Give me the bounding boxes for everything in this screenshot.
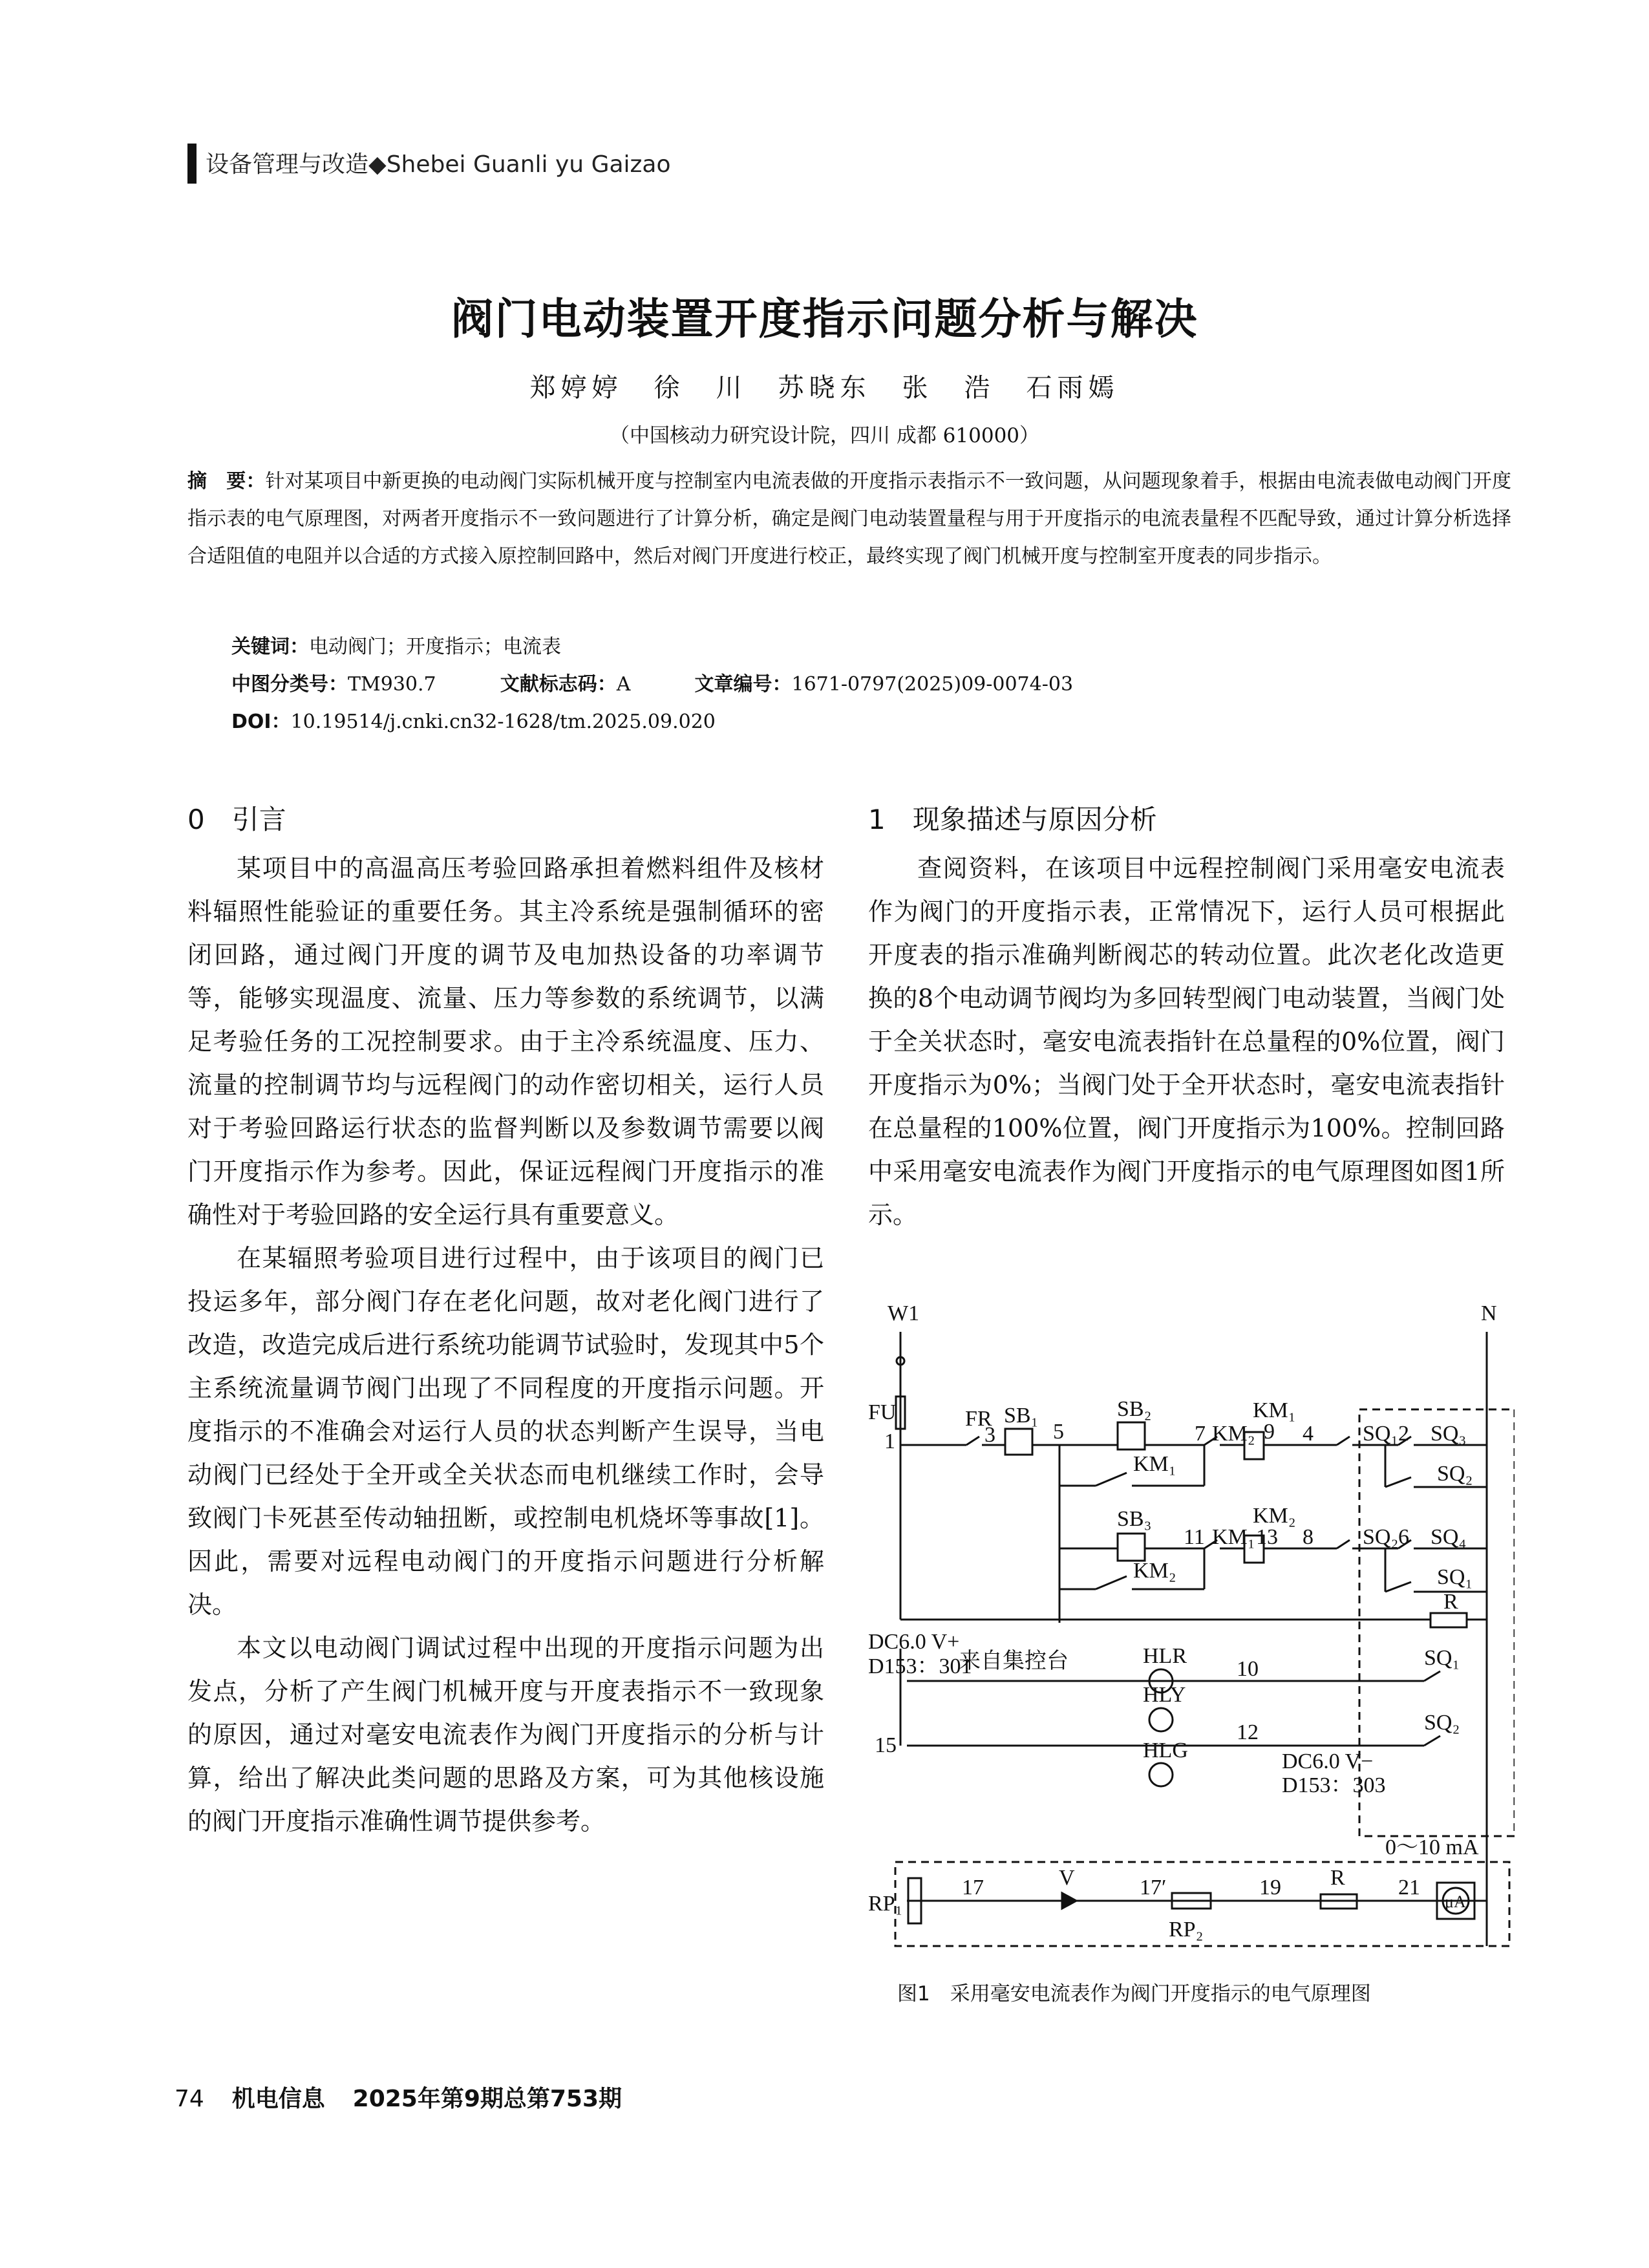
label-km1-holding: KM₁ [1133, 1452, 1176, 1476]
authors: 郑婷婷 徐 川 苏晓东 张 浩 石雨嫣 [529, 373, 1120, 403]
label-fr: FR [965, 1407, 992, 1431]
journal-issue: 2025年第9期总第753期 [352, 2086, 622, 2112]
paragraph: 某项目中的高温高压考验回路承担着燃料组件及核材料辐照性能验证的重要任务。其主冷系统是强制循环的密闭回路，通过阀门开度的调节及电加热设备的功率调节等，能够实现温度、流量、压力等参数的系统调节，以满足考验任务的工况控制要求。由于主冷系统温度、压力、流量的控制调节均与远程阀门的动作密切相关，运行人员对于考验回路运行状态的监督判断以及参数调节需要以阀门开度指示作为参考。因此，保证远程阀门开度指示的准确性对于考验回路的安全运行具有重要意义。 [187, 854, 824, 1229]
label-node: 1 [884, 1429, 895, 1453]
header-separator: ◆ [368, 151, 387, 178]
label-sq2-lamp: SQ₂ [1424, 1711, 1460, 1735]
sq1-contact [1337, 1437, 1350, 1445]
label-sq4: SQ₄ [1431, 1525, 1467, 1549]
label-km2-coil: KM₂ [1253, 1504, 1296, 1528]
abstract-label: 摘 要： [187, 470, 266, 493]
journal-name: 机电信息 [231, 2086, 325, 2112]
sq2-contact [1385, 1477, 1411, 1487]
doi-label: DOI： [231, 711, 291, 733]
label-km1-contact: KM₁ [1212, 1525, 1255, 1549]
label-node: 19 [1259, 1876, 1281, 1899]
section-0-body [187, 847, 824, 1843]
label-diode: V [1059, 1866, 1075, 1890]
label-fu: FU [868, 1400, 897, 1424]
label-km2: KM₂ [1212, 1422, 1255, 1446]
label-sb3: SB₃ [1117, 1507, 1152, 1531]
page-number: 74 [175, 2086, 204, 2112]
label-r2: R [1330, 1866, 1345, 1890]
keywords-text: 电动阀门；开度指示；电流表 [309, 636, 561, 658]
fr-contact [966, 1437, 979, 1445]
keywords [231, 630, 561, 659]
header-section-pinyin: Shebei Guanli yu Gaizao [386, 151, 671, 178]
label-km1: KM₁ [1253, 1398, 1296, 1422]
label-node: 8 [1303, 1525, 1314, 1549]
paragraph: 在某辐照考验项目进行过程中，由于该项目的阀门已投运多年，部分阀门存在老化问题，故对老化阀门进行了改造，改造完成后进行系统功能调节试验时，发现其中5个主系统流量调节阀门出现了不同程度的开度指示问题。开度指示的不准确会对运行人员的状态判断产生误导，当电动阀门已经处于全开或全关状态而电机继续工作时，会导致阀门卡死甚至传动轴扭断，或控制电机烧坏等事故[1]。因此，需要对远程电动阀门的开度指示问题进行分析解决。 [187, 1244, 824, 1619]
label-sq2-b: SQ₂ [1363, 1525, 1399, 1549]
label-sq3: SQ₃ [1431, 1422, 1467, 1446]
label-node: 12 [1237, 1720, 1259, 1744]
sb3-button [1118, 1534, 1145, 1561]
label-dc-minus: DC6.0 V− [1282, 1749, 1374, 1773]
section-0-heading: 0 引言 [187, 804, 286, 835]
label-node: 2 [1398, 1422, 1409, 1446]
header-section-cn: 设备管理与改造 [206, 151, 369, 178]
article-label: 文章编号： [694, 673, 792, 696]
keywords-label: 关键词： [231, 636, 309, 658]
sq2-lamp-contact [1424, 1736, 1440, 1746]
label-n: N [1481, 1301, 1497, 1325]
paper-title: 阀门电动装置开度指示问题分析与解决 [451, 294, 1198, 344]
label-node: 17 [962, 1876, 984, 1899]
header-bar [187, 144, 197, 184]
section-1-heading: 1 现象描述与原因分析 [868, 804, 1157, 835]
doi-value: 10.19514/j.cnki.cn32-1628/tm.2025.09.020 [290, 711, 716, 733]
label-d153-303: D153：303 [1282, 1773, 1386, 1797]
classification [231, 668, 1073, 696]
label-node: 3 [984, 1423, 995, 1447]
km1-holding-contact [1096, 1473, 1127, 1486]
affiliation: （中国核动力研究设计院，四川 成都 610000） [609, 424, 1040, 447]
label-node: 10 [1237, 1657, 1259, 1681]
label-rp2: RP₂ [1169, 1918, 1204, 1942]
diode-v [1062, 1893, 1076, 1909]
hly-lamp [1149, 1708, 1173, 1731]
label-sq1: SQ₁ [1363, 1422, 1399, 1446]
article-value: 1671-0797(2025)09-0074-03 [791, 673, 1074, 696]
km2-holding-contact [1096, 1576, 1127, 1589]
abstract [187, 463, 1511, 575]
label-sq1-lamp: SQ₁ [1424, 1646, 1460, 1670]
sb2-button [1118, 1422, 1145, 1450]
clc-label: 中图分类号： [231, 673, 348, 696]
sq2-contact-b [1337, 1540, 1350, 1548]
sb1-button [1005, 1429, 1032, 1455]
label-sb1: SB₁ [1004, 1404, 1039, 1428]
sq1-lamp-contact [1424, 1671, 1440, 1681]
label-sb2: SB₂ [1117, 1397, 1152, 1421]
label-rp1: RP₁ [868, 1892, 903, 1916]
running-header [206, 146, 671, 179]
figure-caption: 图1 采用毫安电流表作为阀门开度指示的电气原理图 [897, 1982, 1371, 2006]
page-footer [175, 2081, 622, 2113]
label-dc-plus: DC6.0 V+ [868, 1630, 960, 1654]
clc-value: TM930.7 [348, 673, 436, 696]
label-node: 17′ [1140, 1876, 1167, 1899]
doi [231, 705, 716, 734]
resistor-r [1431, 1613, 1467, 1627]
label-km2-holding: KM₂ [1133, 1559, 1176, 1583]
doc-value: A [616, 673, 631, 696]
label-w1: W1 [888, 1301, 920, 1325]
label-node: 7 [1195, 1422, 1206, 1446]
label-d153-301: D153：301 [868, 1654, 972, 1678]
label-hly: HLY [1143, 1683, 1186, 1707]
sq1-contact-b [1385, 1582, 1411, 1592]
label-sq1-b: SQ₁ [1437, 1565, 1473, 1589]
label-node: 4 [1303, 1422, 1314, 1446]
doc-label: 文献标志码： [500, 673, 617, 696]
label-hlr: HLR [1143, 1644, 1187, 1668]
paragraph: 查阅资料，在该项目中远程控制阀门采用毫安电流表作为阀门的开度指示表，正常情况下，运行人员可根据此开度表的指示准确判断阀芯的转动位置。此次老化改造更换的8个电动调节阀均为多回转型阀门电动装置，当阀门处于全关状态时，毫安电流表指针在总量程的0%位置，阀门开度指示为0%；当阀门处于全开状态时，毫安电流表指针在总量程的100%位置，阀门开度指示为100%。控制回路中采用毫安电流表作为阀门开度指示的电气原理图如图1所示。 [868, 854, 1505, 1229]
label-from-control: 来自集控台 [959, 1649, 1069, 1673]
label-node: 15 [875, 1733, 897, 1757]
label-r: R [1443, 1590, 1458, 1614]
label-node: 13 [1256, 1525, 1278, 1549]
paragraph: 本文以电动阀门调试过程中出现的开度指示问题为出发点，分析了产生阀门机械开度与开度表指示不一致现象的原因，通过对毫安电流表作为阀门开度指示的分析与计算，给出了解决此类问题的思路及方案，可为其他核设施的阀门开度指示准确性调节提供参考。 [187, 1634, 824, 1835]
label-hlg: HLG [1143, 1738, 1188, 1762]
hlg-lamp [1149, 1763, 1173, 1786]
label-meter-range: 0～10 mA [1385, 1835, 1479, 1859]
section-1-body [868, 847, 1505, 1237]
abstract-text: 针对某项目中新更换的电动阀门实际机械开度与控制室内电流表做的开度指示表指示不一致问题，从问题现象着手，根据由电流表做电动阀门开度指示表的电气原理图，对两者开度指示不一致问题进行了计算分析，确定是阀门电动装置量程与用于开度指示的电流表量程不匹配导致，通过计算分析选择合适阻值的电阻并以合适的方式接入原控制回路中，然后对阀门开度进行校正，最终实现了阀门机械开度与控制室开度表的同步指示。 [187, 470, 1512, 568]
circuit-diagram [868, 1300, 1515, 1965]
label-ammeter: μA [1445, 1892, 1466, 1911]
label-sq2: SQ₂ [1437, 1462, 1473, 1486]
label-node: 11 [1184, 1525, 1205, 1549]
label-node: 5 [1053, 1420, 1064, 1444]
label-node: 6 [1398, 1525, 1409, 1549]
label-node: 21 [1398, 1876, 1420, 1899]
label-node: 9 [1264, 1420, 1275, 1444]
